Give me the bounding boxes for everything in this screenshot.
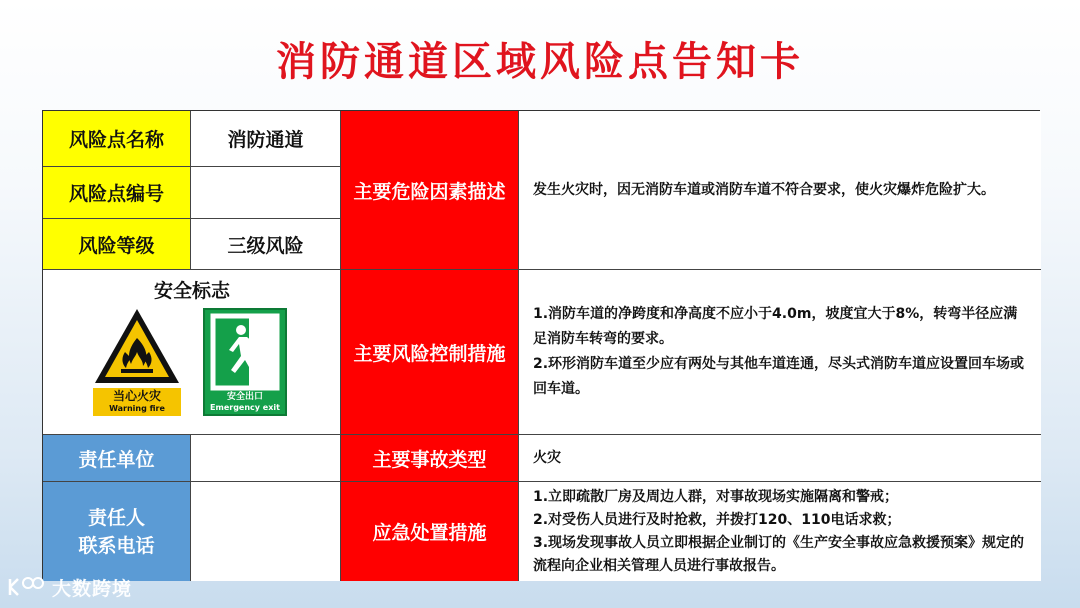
fire-warning-sign [93,306,181,416]
accident-type-value: 火灾 [519,435,1041,482]
control-label: 主要风险控制措施 [341,270,519,435]
hazard-text: 发生火灾时，因无消防车道或消防车道不符合要求，使火灾爆炸危险扩大。 [533,181,995,198]
responsible-unit-value [191,435,341,482]
safety-sign-panel [43,270,341,435]
control-measures [519,270,1041,435]
watermark-logo-icon [6,575,46,599]
emergency-exit-caption [205,392,285,414]
control-item: 2.环形消防车道至少应有两处与其他车道连通，尽头式消防车道应设置回车场或回车道。 [533,356,1025,397]
accident-type-label: 主要事故类型 [341,435,519,482]
fire-warning-en: Warning fire [109,404,165,413]
emergency-exit-sign [203,308,287,416]
safety-sign-label: 安全标志 [153,280,230,302]
emergency-item: 3.现场发现事故人员立即根据企业制订的《生产安全事故应急救援预案》规定的流程向企业相关管理人员进行事故报告。 [533,534,1025,574]
emergency-label: 应急处置措施 [341,482,519,581]
emergency-item: 2.对受伤人员进行及时抢救，并拨打120、110电话求救； [533,511,901,528]
watermark-text: 大数跨境 [52,577,133,600]
emergency-measures [519,482,1041,581]
page-title: 消防通道区域风险点告知卡 [276,39,804,85]
fire-warning-icon [93,306,181,386]
risk-name-value: 消防通道 [191,111,341,167]
fire-warning-caption [93,388,181,416]
risk-level-label: 风险等级 [43,219,191,270]
risk-name-label: 风险点名称 [43,111,191,167]
responsible-unit-label: 责任单位 [43,435,191,482]
contact-label-line1: 责任人 [87,506,145,529]
running-person-exit-icon [205,310,285,392]
exit-en: Emergency exit [210,403,280,412]
exit-cn: 安全出口 [226,392,263,402]
risk-code-label: 风险点编号 [43,167,191,219]
watermark [6,573,132,601]
contact-value [191,482,341,581]
fire-warning-cn: 当心火灾 [112,389,161,403]
risk-notice-card [42,110,1040,580]
risk-level-value: 三级风险 [191,219,341,270]
contact-label-line2: 联系电话 [78,534,155,557]
control-item: 1.消防车道的净跨度和净高度不应小于4.0m，坡度宜大于8%，转弯半径应满足消防车转弯的要求。 [533,306,1018,347]
contact-label [43,482,191,581]
hazard-description [519,111,1041,270]
emergency-item: 1.立即疏散厂房及周边人群，对事故现场实施隔离和警戒； [533,488,899,505]
hazard-label: 主要危险因素描述 [341,111,519,270]
risk-code-value [191,167,341,219]
